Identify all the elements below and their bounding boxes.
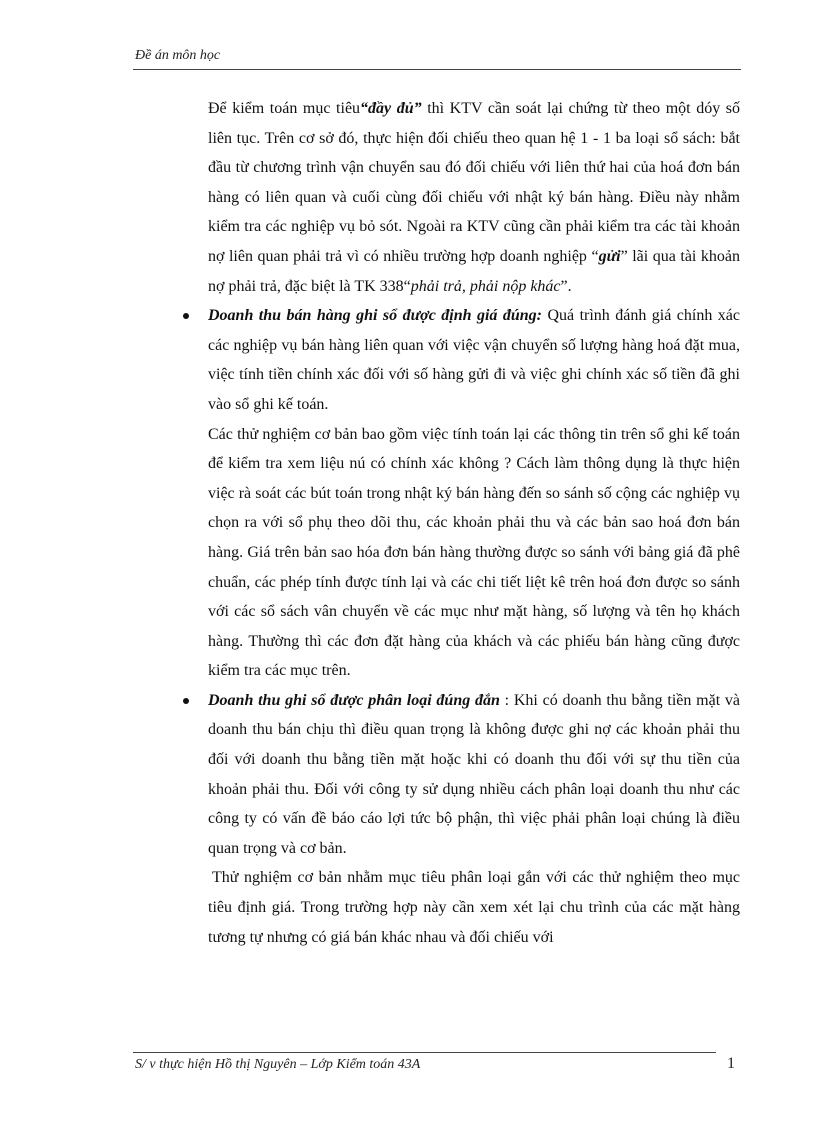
footer-divider <box>133 1052 716 1053</box>
header-divider <box>133 69 741 70</box>
paragraph-classification-tests: Thử nghiệm cơ bản nhằm mục tiêu phân loại gắn với các thử nghiệm theo mục tiêu định giá. Trong trường hợp này cần xem xét lại chu trình của các mặt hàng tương tự nhưng có giá bán khác nhau và đối chiếu với <box>208 869 740 946</box>
emphasis-text: “đầy đủ” <box>360 100 422 117</box>
emphasis-text: phải trả, phải nộp khác <box>410 277 561 295</box>
bullet-title: Doanh thu bán hàng ghi sổ được định giá đúng: <box>208 307 543 325</box>
bullet-text: Quá trình đánh giá chính xác các nghiệp vụ bán hàng liên quan với việc vận chuyển số lượng hàng hoá đặt mua, việc tính tiền chính xác đối với số hàng gửi đi và việc ghi chính xác số tiền đã ghi vào sổ ghi kế toán. <box>208 307 740 413</box>
bullet-title: Doanh thu ghi sổ được phân loại đúng đắn <box>208 691 500 709</box>
paragraph-substantive-tests: Các thử nghiệm cơ bản bao gồm việc tính toán lại các thông tin trên sổ ghi kế toán để kiểm tra xem liệu nú có chính xác không ? Cách làm thông dụng là thực hiện việc rà soát các bút toán trong nhật ký bán hàng đến so sánh số cộng các nghiệp vụ chọn ra với sổ phụ theo dõi thu, các khoản phải thu và các bản sao hoá đơn bán hàng. Giá trên bản sao hóa đơn bán hàng thường được so sánh với bảng giá đã phê chuẩn, các phép tính được tính lại và các chi tiết liệt kê trên hoá đơn được so sánh với các sổ sách vân chuyển về các mục như mặt hàng, số lượng và tên họ khách hàng. Thường thì các đơn đặt hàng của khách và các phiếu bán hàng cũng được kiểm tra các mục trên. <box>208 425 740 680</box>
bullet-classification <box>208 686 740 864</box>
footer-text: S/ v thực hiện Hồ thị Nguyên – Lớp Kiểm toán 43A <box>135 1057 421 1072</box>
paragraph-text: thì KTV cần soát lại chứng từ theo một dóy số liên tục. Trên cơ sở đó, thực hiện đối chiếu theo quan hệ 1 - 1 ba loại sổ sách: bắt đầu từ chương trình vận chuyển sau đó đối chiếu với liên thứ hai của hoá đơn bán hàng có liên quan và cuối cùng đối chiếu với nhật ký bán hàng. Điều này nhằm kiểm tra các nghiệp vụ bỏ sót. Ngoài ra KTV cũng cần phải kiểm tra các tài khoản nợ liên quan phải trả vì có nhiều trường hợp doanh nghiệp “ <box>208 100 740 265</box>
emphasis-text: gửi <box>598 247 621 265</box>
page-number: 1 <box>727 1055 735 1072</box>
paragraph-complete-objective <box>208 94 740 301</box>
header-title: Đề án môn học <box>135 48 221 63</box>
paragraph-text: ” lãi qua tài khoản nợ phải trả, đặc biệt là TK 338“ <box>208 247 741 295</box>
bullet-text: : Khi có doanh thu bằng tiền mặt và doanh thu bán chịu thì điều quan trọng là không được ghi nợ các khoản phải thu đối với doanh thu bằng tiền mặt hoặc khi có doanh thu đối với sự thu tiền của khoản phải thu. Đối với công ty sử dụng nhiều cách phân loại doanh thu như các công ty có vấn đề báo cáo lợi tức bộ phận, thì việc phải phân loại chúng là điều quan trọng và cơ bản. <box>208 691 740 857</box>
bullet-valuation <box>208 301 740 419</box>
bullet-icon <box>183 313 189 319</box>
paragraph-text: ”. <box>560 277 572 295</box>
bullet-icon <box>183 698 189 704</box>
document-body <box>208 94 740 952</box>
paragraph-text: Để kiểm toán mục tiêu <box>208 100 361 117</box>
